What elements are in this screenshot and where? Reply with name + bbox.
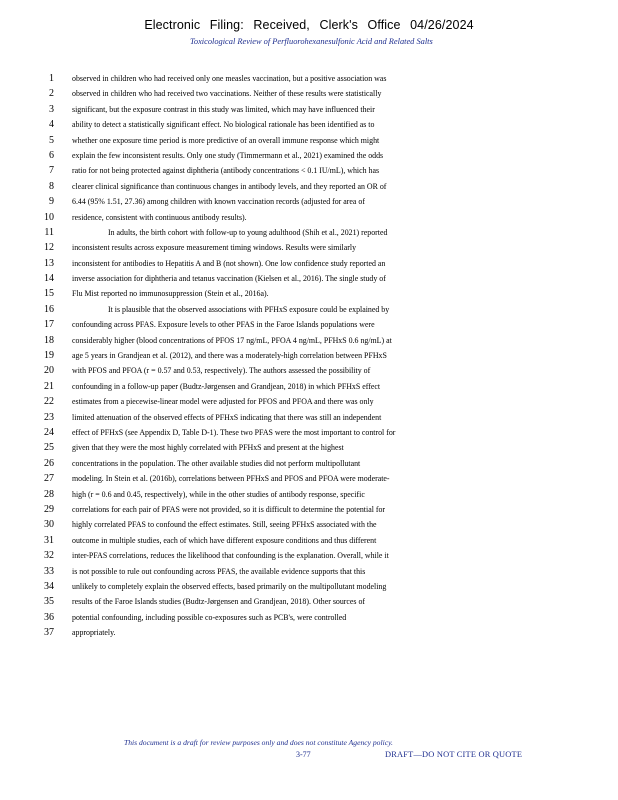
line-text: residence, consistent with continuous antibody results). xyxy=(72,212,247,222)
line-text: limited attenuation of the observed effects of PFHxS indicating that there was still an independent xyxy=(72,412,382,422)
text-line xyxy=(0,240,618,255)
line-number: 37 xyxy=(44,627,54,639)
text-line xyxy=(0,71,618,86)
line-number: 15 xyxy=(44,288,54,300)
line-number: 13 xyxy=(44,257,54,269)
line-text: with PFOS and PFOA (r = 0.57 and 0.53, respectively). The authors assessed the possibility of xyxy=(72,366,371,376)
text-line xyxy=(0,194,618,209)
line-text: inconsistent results across exposure measurement timing windows. Results were similarly xyxy=(72,243,357,253)
line-text: Flu Mist reported no immunosuppression (Stein et al., 2016a). xyxy=(72,289,269,299)
line-number: 19 xyxy=(44,350,54,362)
text-line xyxy=(0,133,618,148)
line-number: 33 xyxy=(44,565,54,577)
running-title: Toxicological Review of Perfluorohexanesulfonic Acid and Related Salts xyxy=(190,37,433,46)
text-line xyxy=(0,163,618,178)
text-line xyxy=(0,517,618,532)
text-line xyxy=(0,210,618,225)
text-line xyxy=(0,440,618,455)
line-text: explain the few inconsistent results. Only one study (Timmermann et al., 2021) examined the odds xyxy=(72,150,384,160)
line-text: inconsistent for antibodies to Hepatitis A and B (not shown). One low confidence study reported an xyxy=(72,258,386,268)
text-line xyxy=(0,379,618,394)
line-number: 12 xyxy=(44,242,54,254)
line-number: 20 xyxy=(44,365,54,377)
line-text: unlikely to completely explain the observed effects, based primarily on the multipollutant modeling xyxy=(72,581,387,591)
line-number: 30 xyxy=(44,519,54,531)
text-line xyxy=(0,394,618,409)
line-text: confounding in a follow-up paper (Budtz-Jørgensen and Grandjean, 2018) in which PFHxS effect xyxy=(72,381,381,391)
text-line xyxy=(0,86,618,101)
line-text: significant, but the exposure contrast in this study was limited, which may have influenced their xyxy=(72,104,375,114)
text-line xyxy=(0,117,618,132)
text-line xyxy=(0,179,618,194)
line-text: correlations for each pair of PFAS were not provided, so it is difficult to determine the potential for xyxy=(72,504,386,514)
text-line xyxy=(0,425,618,440)
line-text: outcome in multiple studies, each of which have different exposure conditions and thus different xyxy=(72,535,377,545)
line-text: ability to detect a statistically significant effect. No biological rationale has been identified as to xyxy=(72,120,375,130)
line-number: 26 xyxy=(44,457,54,469)
line-text: In adults, the birth cohort with follow-up to young adulthood (Shih et al., 2021) reported xyxy=(108,227,388,237)
line-text: inverse association for diphtheria and tetanus vaccination (Kielsen et al., 2016). The single study of xyxy=(72,274,386,284)
text-line xyxy=(0,317,618,332)
line-text: modeling. In Stein et al. (2016b), correlations between PFHxS and PFOS and PFOA were moderate- xyxy=(72,474,390,484)
text-line xyxy=(0,256,618,271)
line-number: 6 xyxy=(49,149,54,161)
text-line xyxy=(0,271,618,286)
line-text: highly correlated PFAS to confound the effect estimates. Still, seeing PFHxS associated with the xyxy=(72,520,377,530)
line-text: inter-PFAS correlations, reduces the likelihood that confounding is the explanation. Overall, while it xyxy=(72,551,389,561)
text-line xyxy=(0,548,618,563)
line-text: results of the Faroe Islands studies (Budtz-Jørgensen and Grandjean, 2018). Other sources of xyxy=(72,597,366,607)
line-text: effect of PFHxS (see Appendix D, Table D-1). These two PFAS were the most important to control for xyxy=(72,427,396,437)
line-number: 32 xyxy=(44,550,54,562)
text-line xyxy=(0,471,618,486)
line-number: 22 xyxy=(44,396,54,408)
line-text: observed in children who had received two vaccinations. Neither of these results were statistically xyxy=(72,89,382,99)
line-number: 17 xyxy=(44,319,54,331)
text-line xyxy=(0,363,618,378)
page-number: 3-77 xyxy=(296,750,311,759)
line-text: potential confounding, including possible co-exposures such as PCB's, were controlled xyxy=(72,612,347,622)
text-line xyxy=(0,625,618,640)
line-text: It is plausible that the observed associations with PFHxS exposure could be explained by xyxy=(108,304,390,314)
line-number: 9 xyxy=(49,196,54,208)
line-number: 7 xyxy=(49,165,54,177)
text-line xyxy=(0,487,618,502)
line-number: 10 xyxy=(44,211,54,223)
line-text: age 5 years in Grandjean et al. (2012), and there was a moderately-high correlation between PFHxS xyxy=(72,351,387,361)
line-number: 1 xyxy=(49,73,54,84)
line-text: 6.44 (95% 1.51, 27.36) among children with known vaccination records (adjusted for area of xyxy=(72,197,365,207)
document-body xyxy=(0,71,618,640)
line-number: 2 xyxy=(49,88,54,100)
text-line xyxy=(0,610,618,625)
line-text: ratio for not being protected against diphtheria (antibody concentrations < 0.1 IU/mL), which has xyxy=(72,166,380,176)
line-text: confounding across PFAS. Exposure levels to other PFAS in the Faroe Islands populations were xyxy=(72,320,375,330)
line-number: 35 xyxy=(44,596,54,608)
text-line xyxy=(0,333,618,348)
text-line xyxy=(0,286,618,301)
line-text: estimates from a piecewise-linear model were adjusted for PFOS and PFOA and there was only xyxy=(72,397,374,407)
line-number: 5 xyxy=(49,134,54,146)
line-number: 29 xyxy=(44,503,54,515)
line-number: 16 xyxy=(44,303,54,315)
line-text: concentrations in the population. The other available studies did not perform multipollutant xyxy=(72,458,361,468)
line-number: 8 xyxy=(49,180,54,192)
line-number: 11 xyxy=(44,226,54,238)
draft-notice: DRAFT—DO NOT CITE OR QUOTE xyxy=(385,750,523,759)
line-number: 18 xyxy=(44,334,54,346)
line-number: 14 xyxy=(44,273,54,285)
line-number: 34 xyxy=(44,580,54,592)
line-number: 31 xyxy=(44,534,54,546)
line-text: considerably higher (blood concentrations of PFOS 17 ng/mL, PFOA 4 ng/mL, PFHxS 0.6 ng/mL) at xyxy=(72,335,392,345)
line-number: 21 xyxy=(44,380,54,392)
line-text: whether one exposure time period is more predictive of an overall immune response which might xyxy=(72,135,380,145)
text-line xyxy=(0,148,618,163)
text-line xyxy=(0,348,618,363)
text-line xyxy=(0,564,618,579)
text-line xyxy=(0,410,618,425)
text-line xyxy=(0,456,618,471)
line-number: 3 xyxy=(49,103,54,115)
line-number: 4 xyxy=(49,119,54,131)
text-line xyxy=(0,302,618,317)
line-number: 27 xyxy=(44,473,54,485)
text-line xyxy=(0,533,618,548)
draft-disclaimer: This document is a draft for review purposes only and does not constitute Agency policy. xyxy=(124,738,393,747)
filing-stamp: Electronic Filing: Received, Clerk's Office 04/26/2024 xyxy=(144,18,474,32)
line-text: observed in children who had received only one measles vaccination, but a positive association was xyxy=(72,74,387,83)
line-number: 36 xyxy=(44,611,54,623)
text-line xyxy=(0,225,618,240)
line-number: 25 xyxy=(44,442,54,454)
text-line xyxy=(0,502,618,517)
line-text: clearer clinical significance than continuous changes in antibody levels, and they reported an OR of xyxy=(72,181,387,191)
text-line xyxy=(0,102,618,117)
line-number: 23 xyxy=(44,411,54,423)
line-text: is not possible to rule out confounding across PFAS, the available evidence supports that this xyxy=(72,566,366,576)
line-number: 24 xyxy=(44,426,54,438)
line-text: high (r = 0.6 and 0.45, respectively), while in the other studies of antibody response, specific xyxy=(72,489,365,499)
line-text: appropriately. xyxy=(72,628,116,638)
line-number: 28 xyxy=(44,488,54,500)
text-line xyxy=(0,594,618,609)
text-line xyxy=(0,579,618,594)
line-text: given that they were the most highly correlated with PFHxS and present at the highest xyxy=(72,443,344,453)
